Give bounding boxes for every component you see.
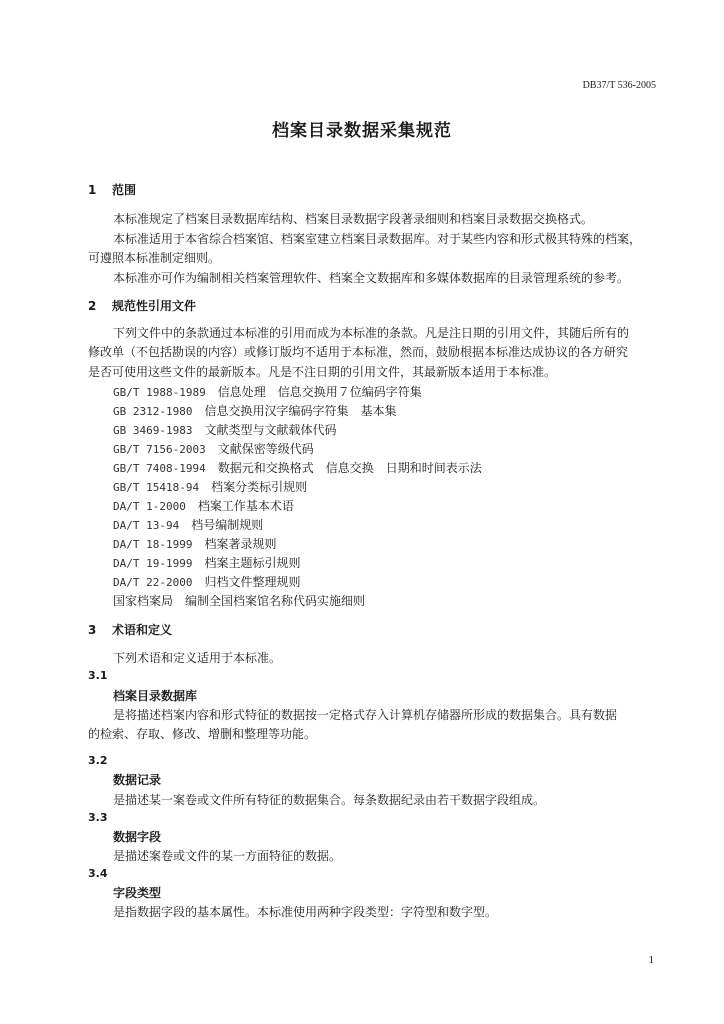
reference-code: DA/T 13-94 xyxy=(113,519,180,532)
section-title: 范围 xyxy=(112,183,137,197)
term-name: 档案目录数据库 xyxy=(113,689,198,703)
reference-title: 文献类型与文献载体代码 xyxy=(204,423,337,437)
reference-item xyxy=(113,422,337,439)
term-definition: 是描述某一案卷或文件所有特征的数据集合。每条数据纪录由若干数据字段组成。 xyxy=(113,793,546,807)
reference-code: GB/T 7408-1994 xyxy=(113,462,206,475)
reference-title: 档案主题标引规则 xyxy=(204,556,301,570)
reference-item xyxy=(113,460,482,477)
reference-code: GB 3469-1983 xyxy=(113,424,193,437)
reference-title: 归档文件整理规则 xyxy=(204,575,301,589)
reference-title: 信息交换用汉字编码字符集 基本集 xyxy=(204,404,397,418)
reference-code: DA/T 19-1999 xyxy=(113,557,193,570)
section-heading-references xyxy=(88,298,196,314)
document-title: 档案目录数据采集规范 xyxy=(272,121,452,141)
reference-title: 编制全国档案馆名称代码实施细则 xyxy=(185,594,366,608)
paragraph-line: 下列文件中的条款通过本标准的引用而成为本标准的条款。凡是注日期的引用文件，其随后所有的 xyxy=(113,326,630,340)
paragraph-line: 本标准亦可作为编制相关档案管理软件、档案全文数据库和多媒体数据库的目录管理系统的参考。 xyxy=(113,271,630,285)
reference-item xyxy=(113,574,301,591)
reference-item xyxy=(113,593,365,609)
term-number: 3.2 xyxy=(88,754,108,767)
page-number: 1 xyxy=(648,954,654,966)
reference-item xyxy=(113,555,301,572)
reference-title: 档案工作基本术语 xyxy=(197,499,294,513)
section-title: 术语和定义 xyxy=(112,623,173,637)
reference-title: 档号编制规则 xyxy=(191,518,264,532)
section-heading-scope xyxy=(88,182,136,198)
paragraph-line: 是否可使用这些文件的最新版本。凡是不注日期的引用文件，其最新版本适用于本标准。 xyxy=(88,365,557,379)
paragraph-line: 本标准规定了档案目录数据库结构、档案目录数据字段著录细则和档案目录数据交换格式。 xyxy=(113,212,594,226)
term-definition: 是描述案卷或文件的某一方面特征的数据。 xyxy=(113,849,342,863)
reference-item xyxy=(113,384,422,401)
term-name: 数据字段 xyxy=(113,830,162,844)
reference-title: 数据元和交换格式 信息交换 日期和时间表示法 xyxy=(217,461,482,475)
reference-item xyxy=(113,479,307,496)
paragraph-line: 可遵照本标准制定细则。 xyxy=(88,251,221,265)
reference-code: GB/T 15418-94 xyxy=(113,481,200,494)
reference-item xyxy=(113,536,277,553)
section-heading-terms xyxy=(88,622,172,638)
reference-code: DA/T 18-1999 xyxy=(113,538,193,551)
paragraph-line: 修改单（不包括勘误的内容）或修订版均不适用于本标准，然而，鼓励根据本标准达成协议的各方研究 xyxy=(88,345,629,359)
term-name: 字段类型 xyxy=(113,886,162,900)
term-definition: 的检索、存取、修改、增删和整理等功能。 xyxy=(88,727,317,741)
reference-title: 信息处理 信息交换用７位编码字符集 xyxy=(217,385,422,399)
reference-title: 档案分类标引规则 xyxy=(211,480,308,494)
reference-title: 档案著录规则 xyxy=(204,537,277,551)
term-number: 3.4 xyxy=(88,867,108,880)
reference-code: GB/T 7156-2003 xyxy=(113,443,206,456)
term-name: 数据记录 xyxy=(113,773,162,787)
paragraph-line: 本标准适用于本省综合档案馆、档案室建立档案目录数据库。对于某些内容和形式极其特殊的档案， xyxy=(113,232,642,246)
reference-code: DA/T 1-2000 xyxy=(113,500,186,513)
reference-title: 文献保密等级代码 xyxy=(217,442,314,456)
reference-item xyxy=(113,403,397,420)
section-number: 2 xyxy=(88,299,97,313)
reference-item xyxy=(113,517,263,534)
reference-item xyxy=(113,498,294,515)
term-number: 3.1 xyxy=(88,669,108,682)
reference-code: GB 2312-1980 xyxy=(113,405,193,418)
term-definition: 是将描述档案内容和形式特征的数据按一定格式存入计算机存储器所形成的数据集合。具有数据 xyxy=(113,708,618,722)
section-number: 1 xyxy=(88,183,97,197)
reference-code: GB/T 1988-1989 xyxy=(113,386,206,399)
reference-code: 国家档案局 xyxy=(113,594,174,608)
standard-code: DB37/T 536-2005 xyxy=(582,80,656,91)
reference-item xyxy=(113,441,314,458)
paragraph-line: 下列术语和定义适用于本标准。 xyxy=(113,651,282,665)
term-definition: 是指数据字段的基本属性。本标准使用两种字段类型：字符型和数字型。 xyxy=(113,905,498,919)
term-number: 3.3 xyxy=(88,811,108,824)
reference-code: DA/T 22-2000 xyxy=(113,576,193,589)
section-title: 规范性引用文件 xyxy=(112,299,197,313)
section-number: 3 xyxy=(88,623,97,637)
